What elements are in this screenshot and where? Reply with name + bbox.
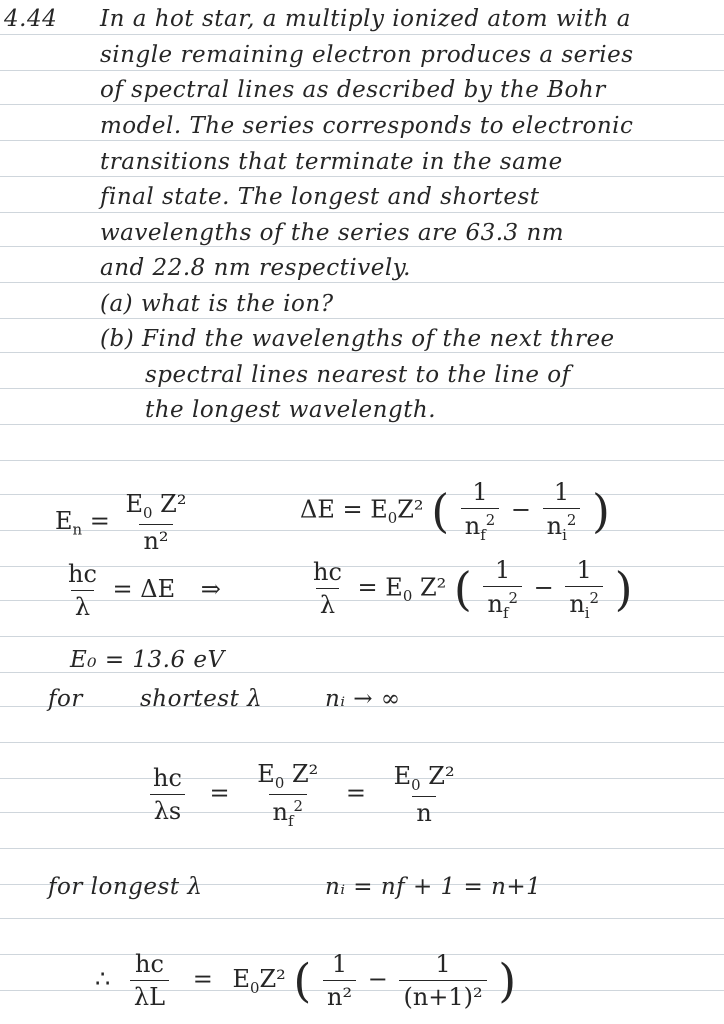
- problem-line-6: final state. The longest and shortest: [100, 184, 540, 210]
- longest-wavelength-equation: ∴ $\frac{hc}{\lambda L}$ = $E_0Z^2$ ( $\frac{1}{\text{n²}}$ − $\frac{1}{\text{(n+1)²}}$ ): [95, 950, 517, 1011]
- shortest-wavelength-equation: $\frac{hc}{\lambda s}$ = $\frac{E_0 Z^2}{n_f^2}$ = $\frac{E_0 Z^2}{n}$: [145, 760, 463, 830]
- part-b-question-3: the longest wavelength.: [145, 397, 437, 423]
- ruled-line: [0, 34, 724, 35]
- ruled-line: [0, 212, 724, 213]
- for-label-shortest: for: [48, 686, 83, 712]
- problem-line-1: In a hot star, a multiply ionized atom with a: [100, 6, 631, 32]
- ruled-line: [0, 460, 724, 461]
- photon-energy-equation: $\frac{hc}{\lambda}$ = ΔE ⇒: [68, 560, 221, 621]
- problem-number: 4.44: [4, 6, 58, 32]
- ruled-line: [0, 742, 724, 743]
- delta-energy-equation: $\Delta E = E_0Z^2$ ( $\frac{1}{n_f^2}$ − $\frac{1}{n_i^2}$ ): [300, 478, 610, 544]
- ni-relation: nᵢ = nf + 1 = n+1: [325, 874, 542, 900]
- ruled-line: [0, 918, 724, 919]
- bohr-energy-equation: $E_n$ = $\frac{E_0 Z^2}{\text{n²}}$: [55, 490, 187, 555]
- problem-line-4: model. The series corresponds to electronic: [100, 113, 634, 139]
- part-b-question-1: (b) Find the wavelengths of the next three: [100, 326, 615, 352]
- shortest-lambda-label: shortest λ: [140, 686, 263, 712]
- ni-to-infinity: nᵢ → ∞: [325, 686, 401, 712]
- problem-line-3: of spectral lines as described by the Bohr: [100, 77, 606, 103]
- problem-line-7: wavelengths of the series are 63.3 nm: [100, 220, 565, 246]
- problem-line-2: single remaining electron produces a series: [100, 42, 634, 68]
- ruled-line: [0, 636, 724, 637]
- ruled-line: [0, 70, 724, 71]
- part-a-question: (a) what is the ion?: [100, 291, 334, 317]
- problem-line-8: and 22.8 nm respectively.: [100, 255, 411, 281]
- for-longest-label: for longest λ: [48, 874, 203, 900]
- part-b-question-2: spectral lines nearest to the line of: [145, 362, 571, 388]
- e0-value: E₀ = 13.6 eV: [70, 647, 225, 673]
- problem-line-5: transitions that terminate in the same: [100, 149, 563, 175]
- combined-wavelength-equation: $\frac{hc}{\lambda}$ = $E_0$ Z² ( $\frac{1}{n_f^2}$ − $\frac{1}{n_i^2}$ ): [313, 556, 633, 622]
- ruled-line: [0, 848, 724, 849]
